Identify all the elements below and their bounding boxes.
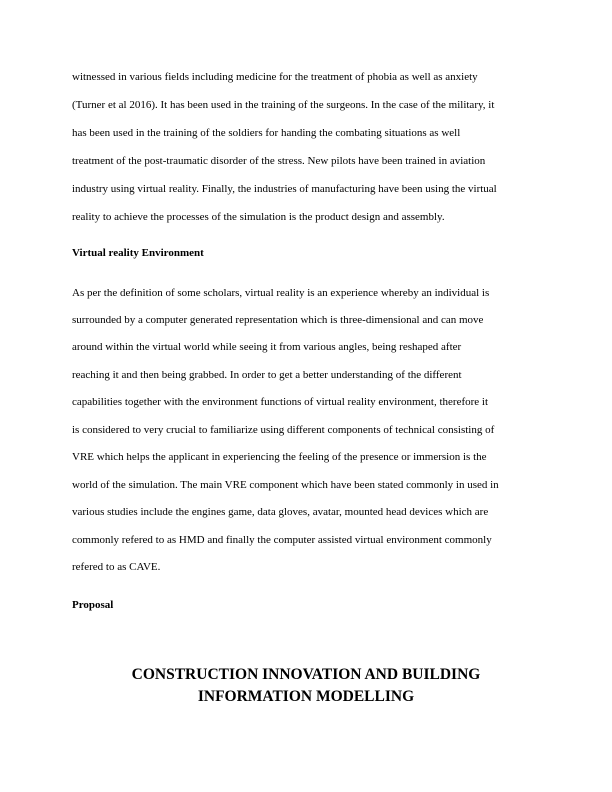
paragraph-2-line: refered to as CAVE. [72, 561, 161, 573]
paragraph-1-line: industry using virtual reality. Finally, the industries of manufacturing have been using the virtual [72, 183, 497, 195]
paragraph-2-line: surrounded by a computer generated representation which is three-dimensional and can move [72, 314, 484, 326]
paragraph-1-line: treatment of the post-traumatic disorder of the stress. New pilots have been trained in aviation [72, 155, 486, 167]
paragraph-2-line: world of the simulation. The main VRE component which have been stated commonly in used in [72, 479, 499, 491]
paragraph-2-line: capabilities together with the environment functions of virtual reality environment, therefore it [72, 396, 489, 408]
paragraph-1-line: has been used in the training of the soldiers for handing the combating situations as well [72, 127, 461, 139]
paragraph-2-line: reaching it and then being grabbed. In order to get a better understanding of the different [72, 369, 462, 381]
paragraph-1-line: (Turner et al 2016). It has been used in the training of the surgeons. In the case of the military, it [72, 99, 495, 111]
paragraph-2-line: various studies include the engines game, data gloves, avatar, mounted head devices which are [72, 506, 489, 518]
paragraph-2-line: is considered to very crucial to familiarize using different components of technical consisting of [72, 424, 495, 436]
paragraph-1-line: witnessed in various fields including medicine for the treatment of phobia as well as anxiety [72, 71, 478, 83]
section-heading-proposal: Proposal [72, 599, 114, 611]
paragraph-2-line: As per the definition of some scholars, virtual reality is an experience whereby an individual is [72, 287, 490, 299]
document-title-line-2: INFORMATION MODELLING [197, 688, 415, 705]
paragraph-2-line: around within the virtual world while seeing it from various angles, being reshaped after [72, 341, 462, 353]
section-heading-virtual-reality-environment: Virtual reality Environment [72, 247, 204, 259]
paragraph-2-line: VRE which helps the applicant in experiencing the feeling of the presence or immersion is the [72, 451, 487, 463]
document-title-line-1: CONSTRUCTION INNOVATION AND BUILDING [131, 666, 481, 683]
paragraph-1-line: reality to achieve the processes of the simulation is the product design and assembly. [72, 211, 445, 223]
paragraph-2-line: commonly refered to as HMD and finally the computer assisted virtual environment commonly [72, 534, 492, 546]
